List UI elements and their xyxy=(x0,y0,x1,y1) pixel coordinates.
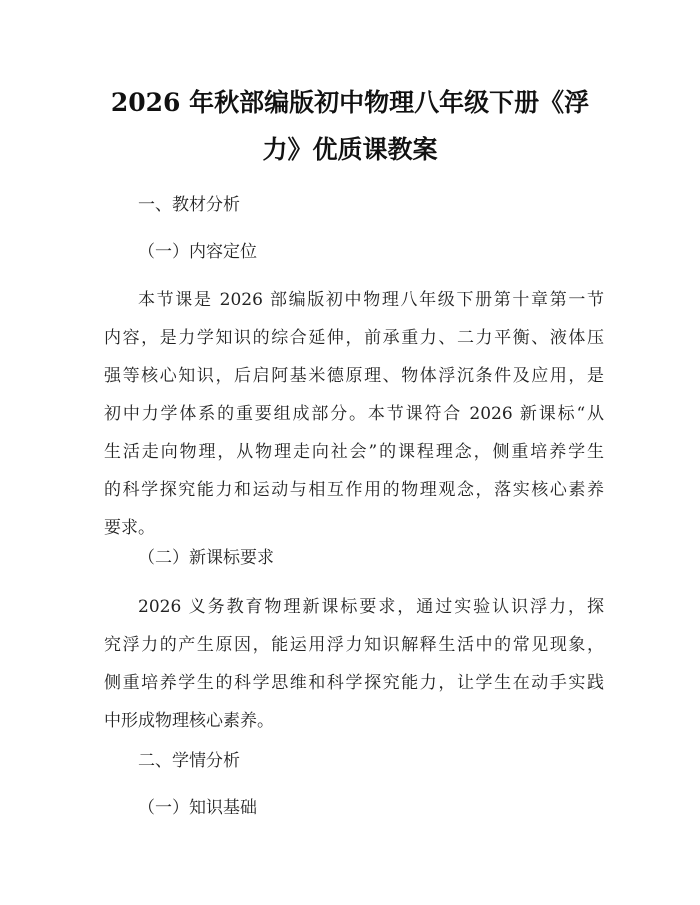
paragraph-line: 的科学探究能力和运动与相互作用的物理观念，落实核心素养 xyxy=(104,480,604,500)
paragraph-line: 究浮力的产生原因，能运用浮力知识解释生活中的常见现象， xyxy=(104,635,604,655)
paragraph-line: 侧重培养学生的科学思维和科学探究能力，让学生在动手实践 xyxy=(104,673,604,693)
subsection-heading-knowledge-foundation: （一）知识基础 xyxy=(138,798,257,818)
document-title-line-1: 2026 年秋部编版初中物理八年级下册《浮 xyxy=(110,88,590,117)
paragraph-line: 要求。 xyxy=(104,518,155,538)
paragraph-line: 中形成物理核心素养。 xyxy=(104,711,274,731)
subsection-heading-curriculum-requirements: （二）新课标要求 xyxy=(138,548,274,568)
paragraph-line: 生活走向物理，从物理走向社会”的课程理念，侧重培养学生 xyxy=(104,442,604,462)
section-heading-textbook-analysis: 一、教材分析 xyxy=(138,195,240,215)
document-title-line-2: 力》优质课教案 xyxy=(262,135,438,164)
paragraph-curriculum-requirements xyxy=(104,588,604,740)
subsection-heading-content-positioning: （一）内容定位 xyxy=(138,242,257,262)
section-heading-learner-analysis: 二、学情分析 xyxy=(138,751,240,771)
paragraph-content-positioning xyxy=(104,281,604,547)
paragraph-line: 内容，是力学知识的综合延伸，前承重力、二力平衡、液体压 xyxy=(104,328,604,348)
paragraph-line: 初中力学体系的重要组成部分。本节课符合 2026 新课标“从 xyxy=(104,404,604,424)
paragraph-line: 2026 义务教育物理新课标要求，通过实验认识浮力，探 xyxy=(138,597,604,617)
paragraph-line: 本节课是 2026 部编版初中物理八年级下册第十章第一节 xyxy=(138,290,604,310)
paragraph-line: 强等核心知识，后启阿基米德原理、物体浮沉条件及应用，是 xyxy=(104,366,604,386)
